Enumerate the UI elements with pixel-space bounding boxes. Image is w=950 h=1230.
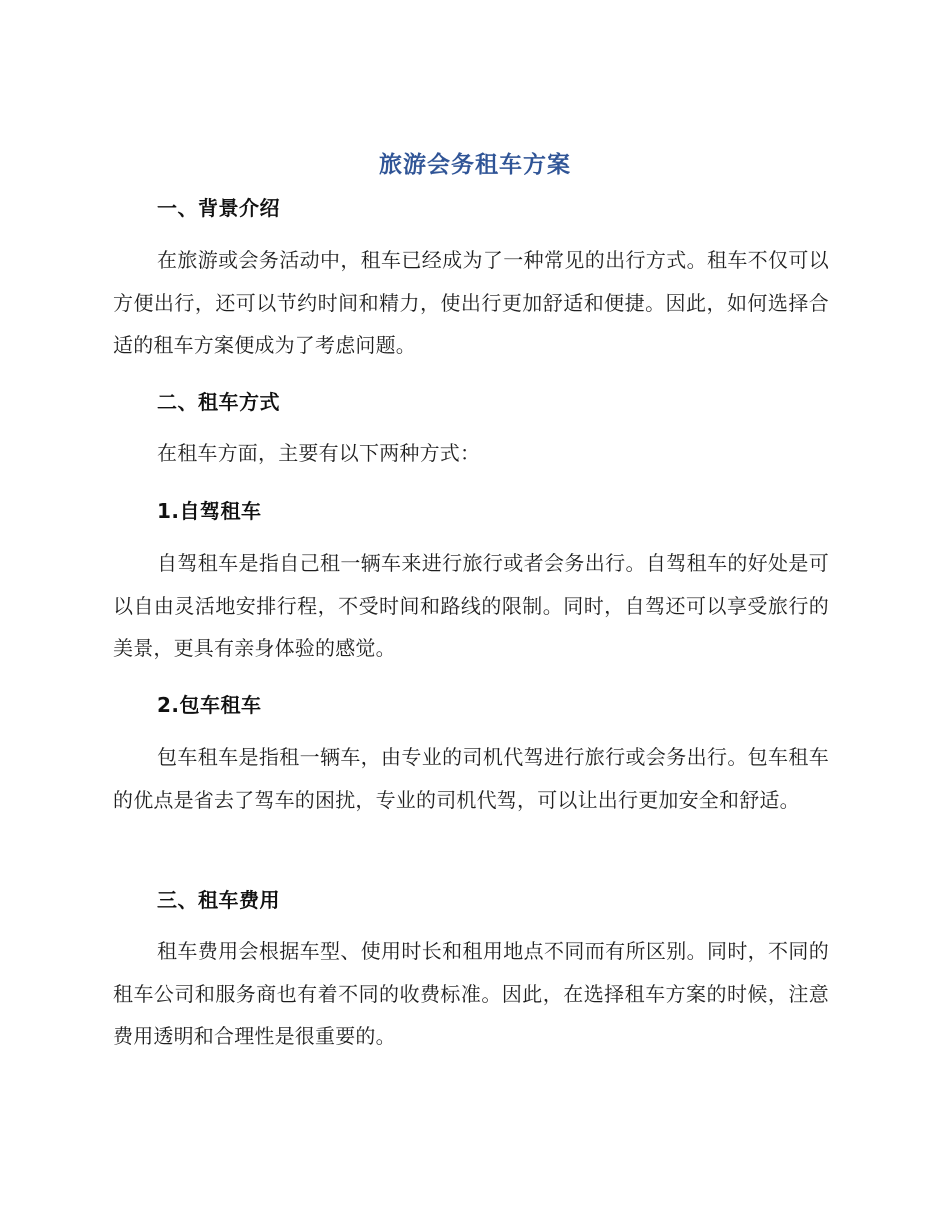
section-heading-methods: 二、租车方式 <box>157 390 280 414</box>
paragraph-methods-intro: 在租车方面，主要有以下两种方式： <box>157 441 481 465</box>
paragraph-background: 在旅游或会务活动中，租车已经成为了一种常见的出行方式。租车不仅可以方便出行，还可以节约时间和精力，使出行更加舒适和便捷。因此，如何选择合适的租车方案便成为了考虑问题。 <box>113 248 829 357</box>
paragraph-cost: 租车费用会根据车型、使用时长和租用地点不同而有所区别。同时，不同的租车公司和服务商也有着不同的收费标准。因此，在选择租车方案的时候，注意费用透明和合理性是很重要的。 <box>113 939 829 1048</box>
subsection-heading-self-drive: 1.自驾租车 <box>157 499 262 523</box>
subsection-heading-chartered: 2.包车租车 <box>157 693 262 717</box>
section-heading-background: 一、背景介绍 <box>157 196 280 220</box>
paragraph-chartered: 包车租车是指租一辆车，由专业的司机代驾进行旅行或会务出行。包车租车的优点是省去了驾车的困扰，专业的司机代驾，可以让出行更加安全和舒适。 <box>113 745 829 812</box>
document-title: 旅游会务租车方案 <box>379 152 571 178</box>
paragraph-self-drive: 自驾租车是指自己租一辆车来进行旅行或者会务出行。自驾租车的好处是可以自由灵活地安排行程，不受时间和路线的限制。同时，自驾还可以享受旅行的美景，更具有亲身体验的感觉。 <box>113 551 829 660</box>
section-heading-cost: 三、租车费用 <box>157 888 280 912</box>
